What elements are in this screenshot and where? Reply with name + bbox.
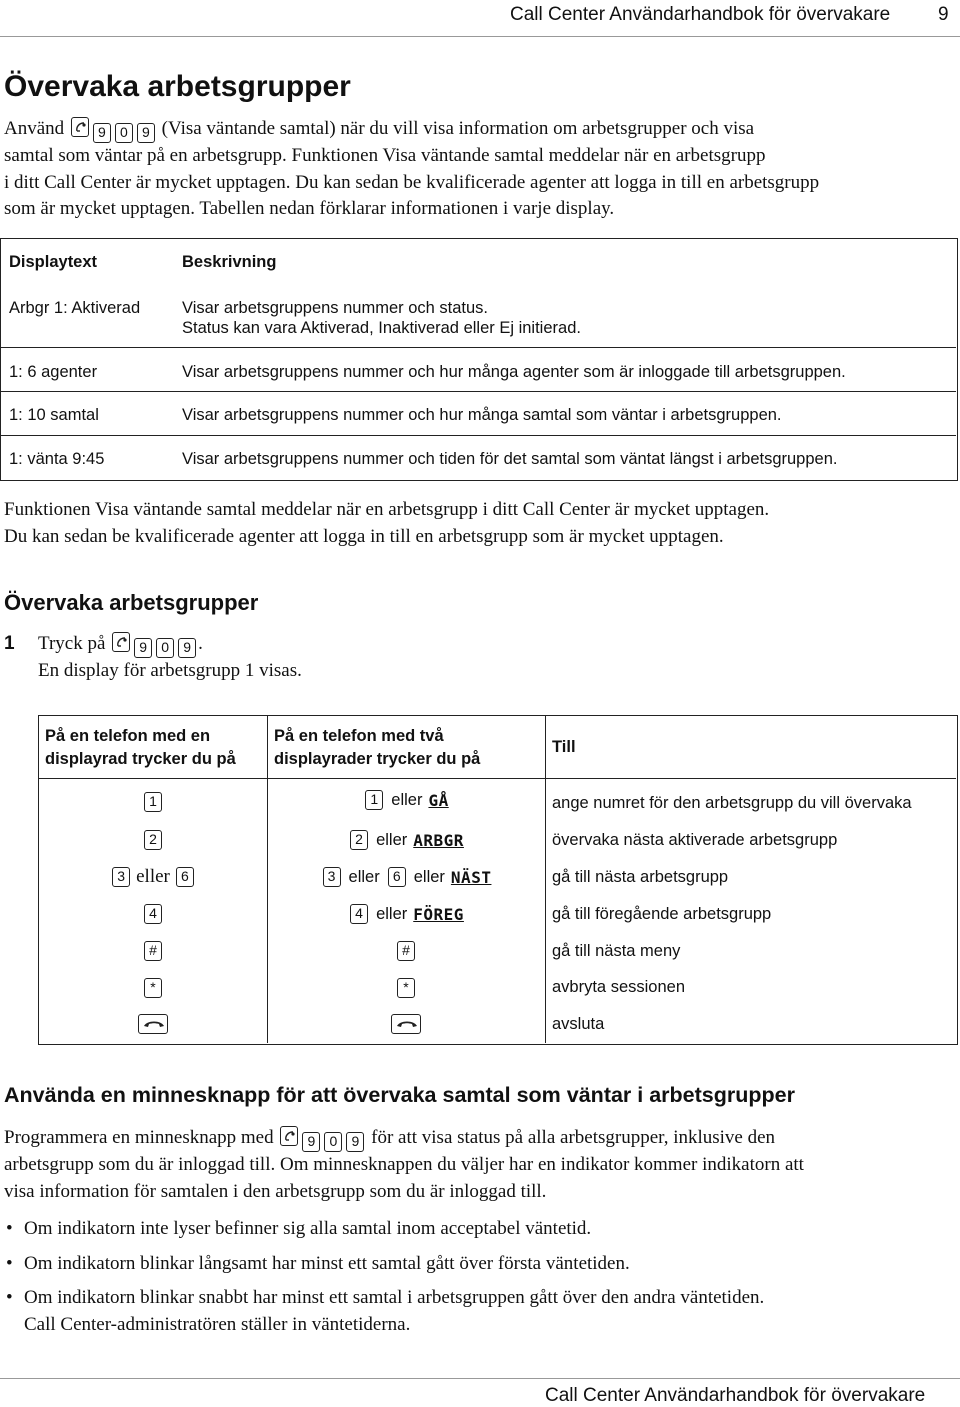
key-9: 9 (302, 1132, 320, 1152)
header-title: Call Center Användarhandbok för övervakare (510, 4, 891, 25)
two-line-keys (267, 937, 545, 965)
key-action: avbryta sessionen (552, 978, 685, 996)
one-line-keys (39, 826, 267, 854)
list-item: • Om indikatorn blinkar långsamt har minst ett samtal gått över första väntetiden. (6, 1252, 630, 1274)
key-0: 0 (115, 123, 133, 143)
two-line-keys (267, 1010, 545, 1038)
key-9: 9 (134, 638, 152, 658)
release-key-icon (391, 1014, 421, 1034)
key-6: 6 (388, 867, 406, 887)
key-2: 2 (144, 830, 162, 850)
feature-key-icon (112, 632, 130, 652)
table-row-text: 1: 10 samtal (9, 406, 99, 424)
softkey-arbgr: ARBGR (413, 830, 464, 850)
one-line-keys (39, 974, 267, 1002)
key-action: övervaka nästa aktiverade arbetsgrupp (552, 831, 838, 849)
section-title: Övervaka arbetsgrupper (4, 70, 351, 103)
hash-key-icon: # (144, 941, 162, 961)
keys-header-till: Till (552, 738, 576, 756)
step-text: Tryck på (38, 633, 106, 654)
intro-text: (Visa väntande samtal) när du vill visa information om arbetsgrupper och visa (161, 118, 755, 139)
table-row-desc-2: Status kan vara Aktiverad, Inaktiverad eller Ej initierad. (182, 319, 581, 337)
intro-line-3: i ditt Call Center är mycket upptagen. Du kan sedan be kvalificerade agenter att logga in till en arbetsgrupp (4, 171, 820, 193)
header-rule (0, 36, 960, 37)
release-key-icon (138, 1014, 168, 1034)
keys-table (38, 715, 958, 1045)
one-line-keys (39, 900, 267, 928)
key-9: 9 (93, 123, 111, 143)
one-line-keys: 3 eller 6 (39, 863, 267, 891)
page-footer (0, 1375, 960, 1407)
page-number: 9 (938, 4, 949, 25)
key-action: gå till nästa arbetsgrupp (552, 868, 729, 886)
one-line-keys (39, 937, 267, 965)
after-table-paragraph (4, 497, 956, 550)
two-line-keys: 4 eller FÖREG (267, 900, 545, 928)
key-4: 4 (144, 904, 162, 924)
key-1: 1 (144, 792, 162, 812)
section-title-3: Använda en minnesknapp för att övervaka samtal som väntar i arbetsgrupper (4, 1083, 795, 1107)
key-9: 9 (137, 123, 155, 143)
step-number: 1 (4, 633, 15, 654)
list-item: • Om indikatorn blinkar snabbt har minst ett samtal i arbetsgruppen gått över den andra väntetiden. Call Center-administratören ställer in väntetiderna. (6, 1287, 765, 1335)
memory-key-paragraph: Programmera en minnesknapp med 9 0 9 för att visa status på alla arbetsgrupper, inklusive den arbetsgrupp som du är inloggad till. Om minnesknappen du väljer har en indikator kommer indikatorn att visa information för samtalen i den arbetsgrupp som du är inloggad till. (4, 1127, 804, 1202)
after-table-line-2: Du kan sedan be kvalificerade agenter att logga in till en arbetsgrupp som är mycket upptagen. (4, 525, 724, 547)
two-line-keys: 1 eller GÅ (267, 786, 545, 814)
intro-paragraph (4, 116, 956, 223)
display-text-table (0, 238, 958, 481)
star-key-icon: * (144, 978, 162, 998)
key-2: 2 (350, 830, 368, 850)
key-action: ange numret för den arbetsgrupp du vill övervaka (552, 794, 912, 812)
key-3: 3 (323, 867, 341, 887)
table-header-beskrivning: Beskrivning (182, 253, 277, 271)
after-table-line-1: Funktionen Visa väntande samtal meddelar när en arbetsgrupp i ditt Call Center är mycket upptagen. (4, 499, 770, 520)
step-1: 1 Tryck på 9 0 9 . En display för arbetsgrupp 1 visas. (4, 631, 956, 685)
one-line-keys (39, 788, 267, 816)
key-9: 9 (178, 638, 196, 658)
intro-line-4: som är mycket upptagen. Tabellen nedan förklarar informationen i varje display. (4, 198, 615, 219)
key-action: gå till nästa meny (552, 942, 681, 960)
step-sub: En display för arbetsgrupp 1 visas. (38, 660, 302, 681)
softkey-nast: NÄST (450, 867, 492, 887)
section-title-2: Övervaka arbetsgrupper (4, 590, 259, 615)
two-line-keys: 3 eller 6 eller NÄST (267, 863, 545, 891)
key-6: 6 (176, 867, 194, 887)
table-row-desc: Visar arbetsgruppens nummer och status. (182, 299, 489, 317)
table-row-desc: Visar arbetsgruppens nummer och hur många agenter som är inloggade till arbetsgruppen. (182, 363, 846, 381)
intro-line-1 (4, 116, 956, 143)
star-key-icon: * (397, 978, 415, 998)
keys-header-one-line: På en telefon med en displayrad trycker du på (45, 727, 236, 768)
softkey-foreg: FÖREG (413, 904, 464, 924)
feature-key-icon (280, 1126, 298, 1146)
key-0: 0 (324, 1132, 342, 1152)
page-header (0, 0, 960, 36)
one-line-keys (39, 1010, 267, 1038)
feature-key-icon (71, 117, 89, 137)
hash-key-icon: # (397, 941, 415, 961)
key-1: 1 (365, 790, 383, 810)
intro-prefix: Använd (4, 118, 65, 139)
list-item: • Om indikatorn inte lyser befinner sig alla samtal inom acceptabel väntetid. (6, 1218, 592, 1239)
key-4: 4 (350, 904, 368, 924)
key-action: avsluta (552, 1015, 605, 1033)
key-0: 0 (156, 638, 174, 658)
indicator-list (4, 1216, 956, 1346)
key-action: gå till föregående arbetsgrupp (552, 905, 772, 923)
softkey-ga: GÅ (428, 790, 449, 810)
keys-header-two-line: På en telefon med två displayrader trycker du på (274, 727, 481, 768)
table-row-text: 1: vänta 9:45 (9, 450, 105, 468)
key-3: 3 (112, 867, 130, 887)
intro-line-2: samtal som väntar på en arbetsgrupp. Funktionen Visa väntande samtal meddelar när en arbetsgrupp (4, 145, 766, 166)
table-row-desc: Visar arbetsgruppens nummer och tiden för det samtal som väntat längst i arbetsgruppen. (182, 450, 838, 468)
table-row-text: 1: 6 agenter (9, 363, 98, 381)
table-row-text: Arbgr 1: Aktiverad (9, 299, 141, 317)
table-header-displaytext: Displaytext (9, 253, 98, 271)
key-9: 9 (346, 1132, 364, 1152)
two-line-keys (267, 974, 545, 1002)
footer-title: Call Center Användarhandbok för övervakare (545, 1385, 926, 1406)
two-line-keys: 2 eller ARBGR (267, 826, 545, 854)
table-row-desc: Visar arbetsgruppens nummer och hur många samtal som väntar i arbetsgruppen. (182, 406, 782, 424)
